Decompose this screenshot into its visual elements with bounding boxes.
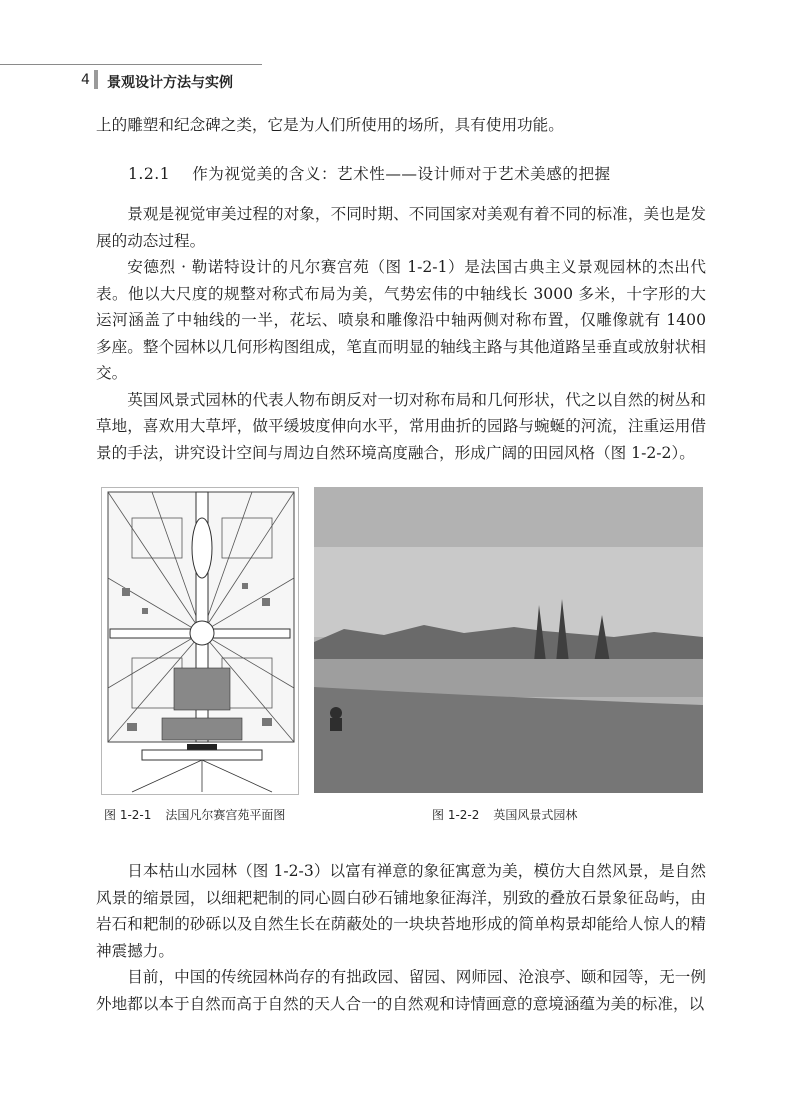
running-title: 景观设计方法与实例 — [107, 75, 233, 91]
section-heading — [128, 162, 611, 184]
paragraph: 景观是视觉审美过程的对象，不同时期、不同国家对美观有着不同的标准，美也是发展的动态过程。 — [96, 205, 706, 250]
header-rule — [0, 64, 262, 65]
figure-versailles-plan — [101, 487, 299, 795]
paragraph: 日本枯山水园林（图 1-2-3）以富有禅意的象征寓意为美，模仿大自然风景，是自然风景的缩景园，以细耙耙制的同心圆白砂石铺地象征海洋，别致的叠放石景象征岛屿，由岩石和耙制的砂砾以及自然生长在荫蔽处的一块块苔地形成的简单构景却能给人惊人的精神震撼力。 — [96, 862, 706, 960]
figure-caption-2 — [432, 806, 577, 823]
figure-caption-1 — [104, 806, 285, 823]
section-title: 作为视觉美的含义：艺术性——设计师对于艺术美感的把握 — [192, 165, 611, 183]
figure-number: 图 1-2-2 — [432, 808, 480, 822]
body-text-top — [96, 112, 706, 139]
versailles-plan-drawing — [102, 488, 298, 794]
header-bar — [94, 70, 98, 89]
paragraph: 安德烈 · 勒诺特设计的凡尔赛宫苑（图 1-2-1）是法国古典主义景观园林的杰出代表。他以大尺度的规整对称式布局为美，气势宏伟的中轴线长 3000 多米，十字形的大运河涵盖了中轴线的一半，花坛、喷泉和雕像沿中轴两侧对称布置，仅雕像就有 1400 多座。整个园林以几何形构图组成，笔直而明显的轴线主路与其他道路呈垂直或放射状相交。 — [96, 258, 706, 382]
figure-english-landscape-photo — [314, 487, 703, 793]
body-text-middle — [96, 201, 706, 466]
figure-caption-text: 英国风景式园林 — [493, 808, 578, 822]
section-number: 1.2.1 — [128, 165, 171, 183]
paragraph: 英国风景式园林的代表人物布朗反对一切对称布局和几何形状，代之以自然的树丛和草地，喜欢用大草坪，做平缓坡度伸向水平，常用曲折的园路与蜿蜒的河流，注重运用借景的手法，讲究设计空间与周边自然环境高度融合，形成广阔的田园风格（图 1-2-2）。 — [96, 390, 706, 462]
figure-number: 图 1-2-1 — [104, 808, 152, 822]
landscape-photo-drawing — [314, 487, 703, 793]
paragraph: 目前，中国的传统园林尚存的有拙政园、留园、网师园、沧浪亭、颐和园等，无一例外地都以本于自然而高于自然的天人合一的自然观和诗情画意的意境涵蕴为美的标准，以 — [96, 968, 706, 1013]
figure-caption-text: 法国凡尔赛宫苑平面图 — [165, 808, 286, 822]
page-number: 4 — [81, 72, 90, 88]
paragraph-continued: 上的雕塑和纪念碑之类，它是为人们所使用的场所，具有使用功能。 — [96, 116, 564, 134]
body-text-bottom — [96, 858, 706, 1017]
